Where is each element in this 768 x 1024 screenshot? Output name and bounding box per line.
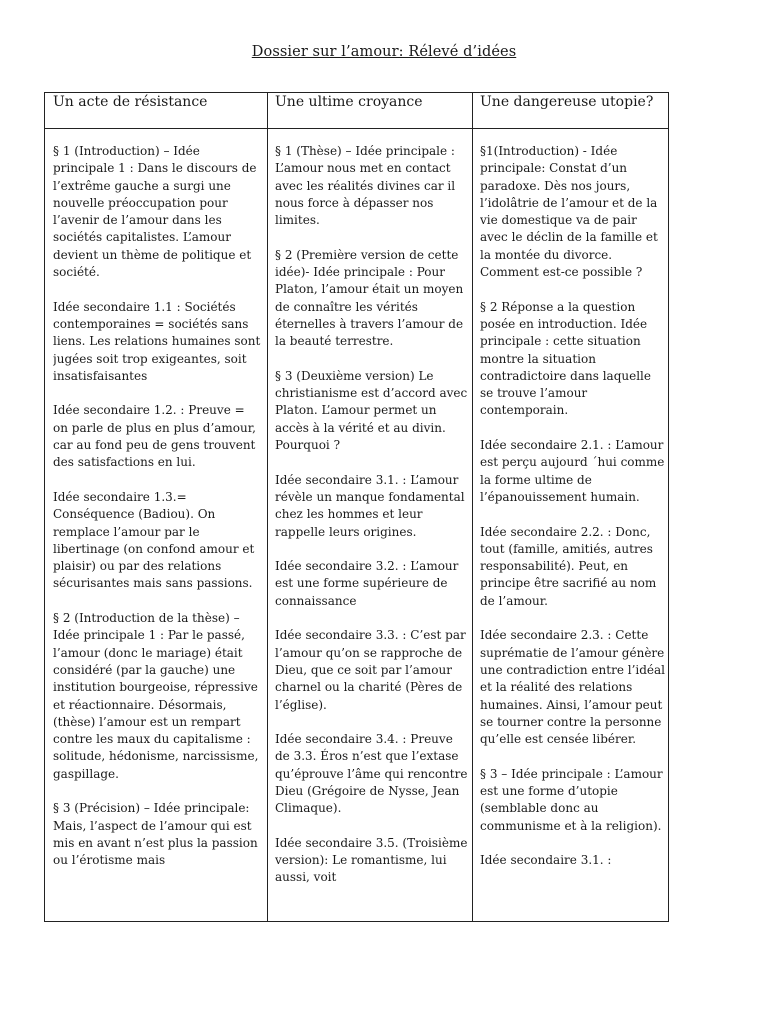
paragraph: Idée secondaire 2.3. : Cette suprématie de l’amour génère une contradiction entre l’idéal et la réalité des relations humaines. Ainsi, l’amour peut se tourner contre la personne qu’elle est censée libérer. [480, 628, 665, 747]
paragraph: Idée secondaire 3.5. (Troisième version): Le romantisme, lui aussi, voit [275, 835, 468, 885]
paragraph: § 1 (Introduction) – Idée principale 1 : Dans le discours de l’extrême gauche a surgi une nouvelle préoccupation pour l’avenir de l’amour dans les sociétés capitalistes. L’amour devient un thème de politique et société. [53, 144, 257, 280]
paragraph: § 2 Réponse a la question posée en introduction. Idée principale : cette situation montre la situation contradictoire dans laquelle se trouve l’amour contemporain. [480, 299, 651, 418]
paragraph: § 1 (Thèse) – Idée principale : L’amour nous met en contact avec les réalités divines car il nous force à dépasser nos limites. [275, 144, 456, 228]
paragraph: §1(Introduction) - Idée principale: Constat d’un paradoxe. Dès nos jours, l’idolâtrie de l’amour et de la vie domestique va de pair avec le déclin de la famille et la montée du divorce. Comment est-ce possible ? [480, 144, 658, 280]
column-cell-croyance [275, 143, 469, 921]
column-header-utopie: Une dangereuse utopie? [480, 94, 654, 110]
paragraph: Idée secondaire 1.2. : Preuve = on parle de plus en plus d’amour, car au fond peu de gens trouvent des satisfactions en lui. [53, 403, 256, 470]
paragraph: Idée secondaire 1.1 : Sociétés contemporaines = sociétés sans liens. Les relations humaines sont jugées soit trop exigeantes, soit insatisfaisantes [53, 299, 261, 383]
paragraph: § 3 (Deuxième version) Le christianisme est d’accord avec Platon. L’amour permet un accès à la vérité et au divin. Pourquoi ? [275, 368, 468, 453]
page-title: Dossier sur l’amour: Rélevé d’idées [251, 44, 517, 60]
column-cell-utopie [480, 143, 667, 921]
table-header-row [45, 93, 668, 129]
paragraph: Idée secondaire 2.1. : L’amour est perçu aujourd ´hui comme la forme ultime de l’épanouissement humain. [480, 438, 665, 504]
paragraph: Idée secondaire 3.3. : C’est par l’amour qu’on se rapproche de Dieu, que ce soit par l’amour charnel ou la charité (Pères de l’église). [275, 628, 466, 712]
paragraph: Idée secondaire 3.1. : [480, 853, 612, 868]
paragraph: § 2 (Première version de cette idée)- Idée principale : Pour Platon, l’amour était un moyen de connaître les vérités éternelles à travers l’amour de la beauté terrestre. [275, 247, 464, 349]
column-cell-resistance [53, 143, 263, 921]
column-header-croyance: Une ultime croyance [275, 94, 423, 110]
paragraph: Idée secondaire 3.4. : Preuve de 3.3. Éros n’est que l’extase qu’éprouve l’âme qui rencontre Dieu (Grégoire de Nysse, Jean Climaque). [275, 732, 468, 816]
column-divider [472, 93, 473, 921]
paragraph: § 3 (Précision) – Idée principale: Mais, l’aspect de l’amour qui est mis en avant n’est plus la passion ou l’érotisme mais [53, 801, 258, 868]
column-header-resistance: Un acte de résistance [53, 94, 208, 110]
paragraph: Idée secondaire 2.2. : Donc, tout (famille, amitiés, autres responsabilité). Peut, en principe être sacrifié au nom de l’amour. [480, 524, 657, 608]
paragraph: Idée secondaire 3.2. : L’amour est une forme supérieure de connaissance [275, 559, 459, 608]
paragraph: Idée secondaire 3.1. : L’amour révèle un manque fondamental chez les hommes et leur rappelle leurs origines. [275, 472, 465, 539]
paragraph: Idée secondaire 1.3.= Conséquence (Badiou). On remplace l’amour par le libertinage (on confond amour et plaisir) ou par des relations sécurisantes mais sans passions. [53, 489, 255, 591]
paragraph: § 3 – Idée principale : L’amour est une forme d’utopie (semblable donc au communisme et à la religion). [480, 766, 663, 833]
column-divider [267, 93, 268, 921]
paragraph: § 2 (Introduction de la thèse) – Idée principale 1 : Par le passé, l’amour (donc le mariage) était considéré (par la gauche) une institution bourgeoise, répressive et réactionnaire. Désormais, (thèse) l’amour est un rempart contre les maux du capitalisme : solitude, hédonisme, narcissisme, gaspillage. [53, 611, 259, 781]
ideas-table [44, 92, 669, 922]
